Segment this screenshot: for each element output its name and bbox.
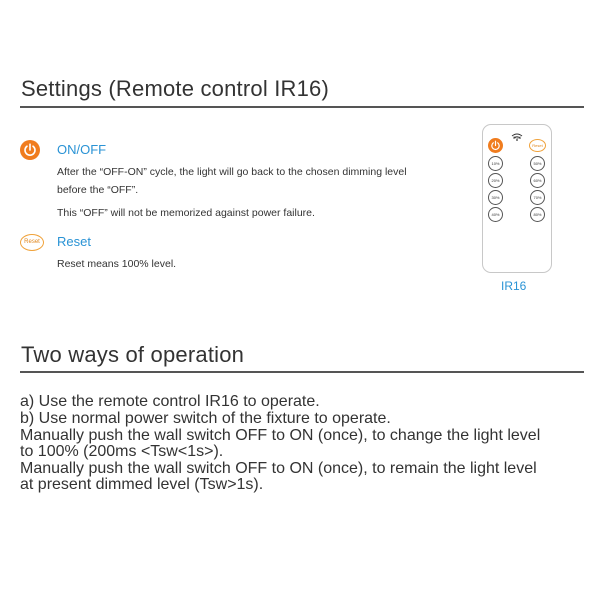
operation-line-a: a) Use the remote control IR16 to operate. bbox=[20, 393, 320, 410]
remote-reset-button[interactable]: Reset bbox=[529, 139, 546, 152]
reset-desc: Reset means 100% level. bbox=[57, 258, 177, 270]
remote-button-30[interactable]: 30% bbox=[488, 190, 503, 205]
operation-divider bbox=[20, 371, 584, 373]
onoff-label: ON/OFF bbox=[57, 142, 107, 157]
remote-model-small: IR16 bbox=[512, 135, 522, 140]
operation-line-b4: at present dimmed level (Tsw>1s). bbox=[20, 476, 264, 493]
power-icon bbox=[20, 140, 40, 160]
remote-power-button[interactable] bbox=[488, 138, 503, 153]
onoff-desc-line1: After the “OFF-ON” cycle, the light will go back to the chosen dimming level bbox=[57, 166, 407, 178]
settings-title: Settings (Remote control IR16) bbox=[21, 76, 330, 101]
remote-button-70[interactable]: 70% bbox=[530, 190, 545, 205]
reset-label: Reset bbox=[57, 234, 91, 249]
settings-divider bbox=[20, 106, 584, 108]
operation-line-b3: Manually push the wall switch OFF to ON (once), to remain the light level bbox=[20, 460, 537, 477]
remote-caption: IR16 bbox=[501, 279, 527, 293]
remote-button-50[interactable]: 50% bbox=[530, 156, 545, 171]
remote-button-20[interactable]: 20% bbox=[488, 173, 503, 188]
remote-button-60[interactable]: 60% bbox=[530, 173, 545, 188]
reset-icon: Reset bbox=[20, 234, 44, 251]
operation-line-b1: Manually push the wall switch OFF to ON (once), to change the light level bbox=[20, 427, 541, 444]
operation-line-b2: to 100% (200ms <Tsw<1s>). bbox=[20, 443, 224, 460]
operation-title: Two ways of operation bbox=[21, 342, 245, 367]
remote-button-10[interactable]: 10% bbox=[488, 156, 503, 171]
remote-button-40[interactable]: 40% bbox=[488, 207, 503, 222]
remote-button-80[interactable]: 80% bbox=[530, 207, 545, 222]
onoff-desc-line3: This “OFF” will not be memorized against power failure. bbox=[57, 207, 315, 219]
operation-line-b: b) Use normal power switch of the fixture to operate. bbox=[20, 410, 391, 427]
remote-ir16 bbox=[482, 124, 552, 273]
onoff-desc-line2: before the “OFF”. bbox=[57, 184, 139, 196]
